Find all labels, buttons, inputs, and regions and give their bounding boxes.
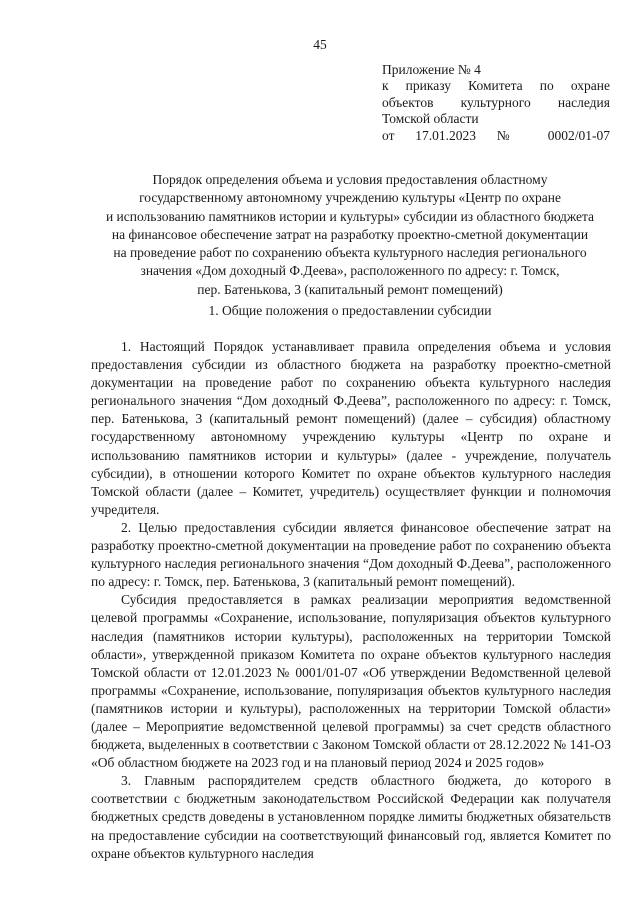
appendix-order-number: от 17.01.2023 № 0002/01-07 <box>382 127 610 143</box>
page-number: 45 <box>313 37 327 52</box>
section-heading: 1. Общие положения о предоставлении субсидии <box>208 303 492 318</box>
paragraph: 2. Целью предоставления субсидии является финансовое обеспечение затрат на разработку проектно-сметной документации на проведение работ по сохранению объекта культурного наследия регионального значения “Дом доходный Ф.Деева”, расположенного по адресу: г. Томск, пер. Батенькова, 3 (капитальный ремонт помещений). <box>91 519 611 590</box>
title-line: на финансовое обеспечение затрат на разработку проектно-сметной документации <box>111 226 589 242</box>
appendix-line: к приказу Комитета по охране <box>382 78 610 94</box>
appendix-title: Приложение № 4 <box>382 62 481 77</box>
paragraph: Субсидия предоставляется в рамках реализации мероприятия ведомственной целевой программы «Сохранение, использование, популяризация объектов культурного наследия (памятников истории культуры), расположенных на территории Томской области», утвержденной приказом Комитета по охране объектов культурного наследия Томской области от 12.01.2023 № 0001/01-07 «Об утверждении Ведомственной целевой программы «Сохранение, использование, популяризация объектов культурного наследия (памятников истории и культуры), расположенных на территории Томской области» (далее – Мероприятие ведомственной целевой программы) за счет средств областного бюджета, выделенных в соответствии с Законом Томской области от 28.12.2022 № 141-ОЗ «Об областном бюджете на 2023 год и на плановый период 2024 и 2025 годов» <box>91 592 611 771</box>
title-line: Порядок определения объема и условия предоставления областному <box>152 172 548 187</box>
paragraph: 1. Настоящий Порядок устанавливает правила определения объема и условия предоставления субсидии из областного бюджета на разработку проектно-сметной документации на проведение работ по сохранению объекта культурного наследия регионального значения “Дом доходный Ф.Деева”, расположенного по адресу: г. Томск, пер. Батенькова, 3 (капитальный ремонт помещений) (далее – субсидия) областному государственному автономному учреждению культуры «Центр по охране и использованию памятников истории и культуры» (далее - учреждение, получатель субсидии), в отношении которого Комитет по охране объектов культурного наследия Томской области (далее – Комитет, учредитель) осуществляет функции и полномочия учредителя. <box>91 339 611 517</box>
appendix-line: объектов культурного наследия <box>382 94 610 110</box>
document-body <box>91 338 611 863</box>
title-line: на проведение работ по сохранению объекта культурного наследия регионального <box>113 245 587 261</box>
paragraph: 3. Главным распорядителем средств областного бюджета, до которого в соответствии с бюджетным законодательством Российской Федерации как получателя бюджетных средств доведены в установленном порядке лимиты бюджетных обязательств на предоставление субсидии на соответствующий финансовый год, является Комитет по охране объектов культурного наследия <box>91 773 611 861</box>
appendix-block <box>382 62 610 144</box>
title-line: пер. Батенькова, 3 (капитальный ремонт помещений) <box>197 281 503 297</box>
title-line: государственному автономному учреждению культуры «Центр по охране <box>139 190 561 206</box>
title-line: значения «Дом доходный Ф.Деева», расположенного по адресу: г. Томск, <box>140 263 560 279</box>
appendix-line: Томской области <box>382 111 479 127</box>
document-title <box>88 171 612 299</box>
title-line: и использованию памятников истории и культуры» субсидии из областного бюджета <box>105 208 595 224</box>
